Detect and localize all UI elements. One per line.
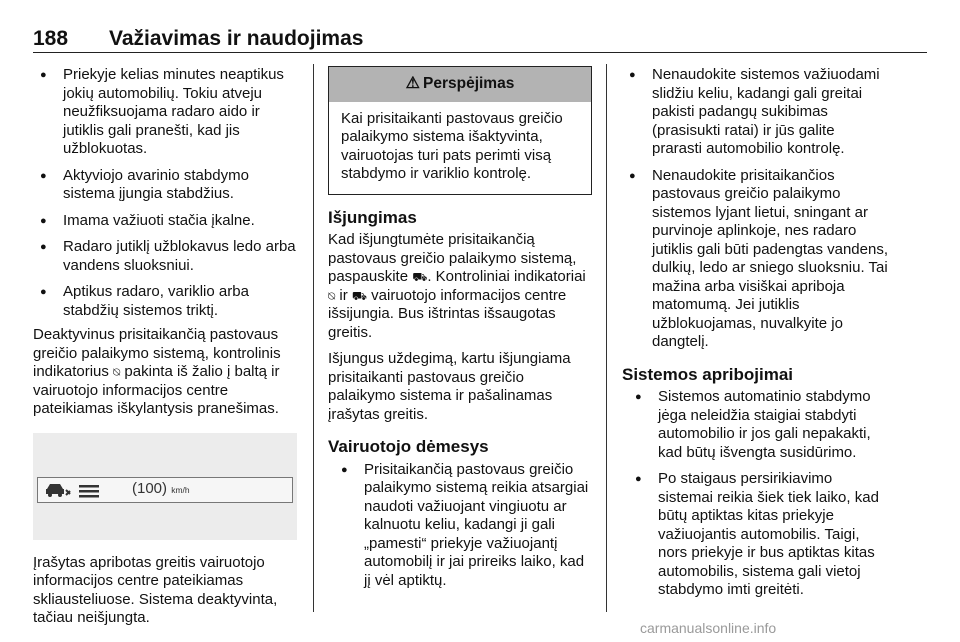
dic-speed-unit: km/h bbox=[171, 484, 190, 495]
list-item: ● Nenaudokite sistemos važiuodami slidžiu keliu, kadangi gali greitai pakisti padangų sukibimas (prasisukti ratai) ir jūs galite prarasti automobilio kontrolę. bbox=[622, 66, 888, 159]
list-item: ● Priekyje kelias minutes neaptikus jokių automobilių. Tokiu atveju neužfiksuojama radaro aido ir jutiklis gali pranešti, kad jis užblokuotas. bbox=[33, 66, 297, 159]
column-divider bbox=[606, 64, 607, 612]
page-number: 188 bbox=[33, 27, 69, 50]
page-header bbox=[33, 27, 363, 51]
page-title: Važiavimas ir naudojimas bbox=[109, 27, 364, 50]
list-item: ● Imama važiuoti stačia įkalne. bbox=[33, 212, 297, 231]
dic-display-bar bbox=[37, 477, 293, 503]
col1-bullet-list bbox=[33, 66, 297, 320]
cruise-car-icon: ⛟ bbox=[412, 270, 428, 284]
list-item: ● Nenaudokite prisitaikančios pastovaus greičio palaikymo sistemos lyjant lietui, sningant ar purvinoje aplinkoje, nes radaro jutiklis gali būti padengtas vandens, dulkių, ledo ar sniego sluoksniu. Tai mažina arba visiškai apriboja matomumą. Jei jutiklis užblokuojamas, nuvalkyite jo dangtelį. bbox=[622, 167, 888, 352]
section-heading-system-limits: Sistemos apribojimai bbox=[622, 364, 793, 384]
list-item: ● Sistemos automatinio stabdymo jėga neleidžia staigiai stabdyti automobilio ir jos gali nepakakti, kad būtų išvengta susidūrimo. bbox=[622, 388, 888, 462]
warning-header: ⚠ Perspėjimas bbox=[329, 67, 591, 102]
column-2 bbox=[328, 66, 592, 598]
cruise-speedometer-icon: ⍉ bbox=[328, 288, 336, 303]
list-item: ● Radaro jutiklį užblokavus ledo arba vandens sluoksniui. bbox=[33, 238, 297, 275]
column-1 bbox=[33, 66, 297, 636]
cruise-car-icon: ⛟ bbox=[351, 288, 367, 303]
column-divider bbox=[313, 64, 314, 612]
illustration-caption: Įrašytas apribotas greitis vairuotojo informacijos centre pateikiamas skliausteliuose. Sistema deaktyvinta, tačiau neišjungta. bbox=[33, 553, 278, 626]
section-heading-switch-off: Išjungimas bbox=[328, 207, 417, 227]
switch-off-paragraph: Kad išjungtumėte prisitaikančią pastovaus greičio palaikymo sistemą, paspauskite ⛟. Kontroliniai indikatoriai ⍉ ir ⛟ vairuotojo informacijos centre išsijungia. Bus ištrintas išsaugotas greitis. bbox=[328, 231, 586, 341]
warning-body: Kai prisitaikanti pastovaus greičio palaikymo sistema išaktyvinta, vairuotojas turi pats perimti visą stabdymo ir variklio kontrolę. bbox=[341, 109, 563, 182]
warning-triangle-icon: ⚠ bbox=[405, 75, 420, 92]
list-item: ● Aptikus radaro, variklio arba stabdžių sistemos triktį. bbox=[33, 283, 297, 320]
limits-bullet-list bbox=[622, 388, 888, 600]
section-heading-driver-attention: Vairuotojo dėmesys bbox=[328, 437, 489, 456]
adaptive-cruise-car-icon bbox=[45, 481, 101, 499]
ignition-off-paragraph: Išjungus uždegimą, kartu išjungiama prisitaikanti pastovaus greičio palaikymo sistema ir pašalinamas įrašytas greitis. bbox=[328, 350, 571, 423]
cruise-speedometer-icon: ⍉ bbox=[113, 365, 121, 379]
list-item: ● Prisitaikančią pastovaus greičio palaikymo sistemą reikia atsargiai naudoti važiuojant vingiuotu ar kalnuotu keliu, kadangi ji gali „pamesti“ priekyje važiuojantį automobilį ir jai prireiks laiko, kad jį vėl aptiktų. bbox=[328, 461, 592, 591]
col3-bullet-list bbox=[622, 66, 888, 352]
warning-box bbox=[328, 66, 592, 195]
watermark: carmanualsonline.info bbox=[640, 620, 777, 636]
list-item: ● Aktyviojo avarinio stabdymo sistema įjungia stabdžius. bbox=[33, 167, 297, 204]
column-3 bbox=[622, 66, 888, 608]
list-item: ● Po staigaus persirikiavimo sistemai reikia šiek tiek laiko, kad būtų aptiktas kitas priekyje važiuojantis automobilis. Taigi, nors priekyje ir bus aptiktas kitas automobilis, sistema gali vietoj stabdymo imti greitėti. bbox=[622, 470, 888, 600]
deactivation-paragraph: Deaktyvinus prisitaikančią pastovaus greičio palaikymo sistemą, kontrolinis indikatorius ⍉ pakinta iš žalio į baltą ir vairuotojo informacijos centre pateikiamas iškylantysis pranešimas. bbox=[33, 326, 281, 417]
header-rule bbox=[33, 52, 927, 53]
dic-display-illustration bbox=[33, 433, 297, 540]
dic-set-speed: (100) km/h bbox=[132, 479, 190, 497]
attention-bullet-list bbox=[328, 461, 592, 591]
